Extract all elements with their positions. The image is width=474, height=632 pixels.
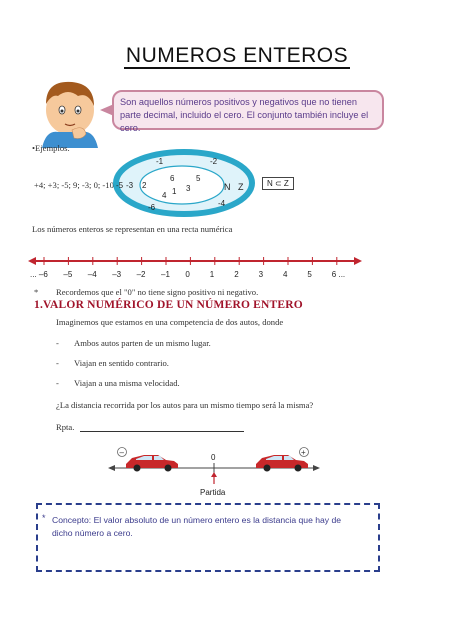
cars-diagram [108,446,322,498]
answer-line[interactable] [80,430,244,432]
ellipse-z-label: Z [238,182,244,192]
numberline-caption: Los números enteros se representan en una recta numérica [32,224,233,234]
page-title-text: NUMEROS ENTEROS [125,44,349,67]
definition-bubble: Son aquellos números positivos y negativos que no tienen parte decimal, incluido el cero. El conjunto también incluye el cero. [112,90,384,130]
bullet-3: Viajan a una misma velocidad. [74,378,180,388]
remark-marker: * [34,287,39,297]
numberline-label: 3 [258,270,264,279]
ellipse-outer-4: -4 [218,199,226,208]
numberline-label: –2 [136,270,146,279]
bullet-marker-1: - [56,338,59,348]
numberline-label: 2 [234,270,239,279]
bullet-marker-2: - [56,358,59,368]
numberline-label: –5 [63,270,73,279]
bullet-2: Viajan en sentido contrario. [74,358,169,368]
ellipse-inner-2: 2 [142,181,147,190]
numberline-label: –4 [87,270,97,279]
numberline-label: 6 ... [331,270,346,279]
ellipse-inner-4: 3 [186,184,191,193]
section-heading: 1.VALOR NUMÉRICO DE UN NÚMERO ENTERO [34,299,303,311]
ellipse-outer-3: -3 [126,181,134,190]
ellipse-outer-1: -1 [156,157,164,166]
numberline-label: 0 [185,270,190,279]
concept-text-line-2: dicho número a cero. [52,528,133,538]
examples-list: +4; +3; -5; 9; -3; 0; -10 [34,180,114,190]
ellipse-n-label: N [224,182,231,192]
numberline-label: ... –6 [30,270,48,279]
thinking-boy-illustration [32,78,104,148]
numberline-label: 5 [307,270,312,279]
numberline-label: 4 [283,270,288,279]
numberline-label: –3 [112,270,122,279]
examples-label: •Ejemplos. [32,143,70,153]
ellipse-outer-6: -6 [148,203,156,212]
start-label: Partida [200,488,226,497]
zero-label: 0 [211,453,216,462]
concept-marker: * [42,513,46,523]
numberline-label: 1 [209,270,215,279]
numberline-label: –1 [161,270,170,279]
concept-text-line-1: Concepto: El valor absoluto de un número entero es la distancia que hay de [52,515,342,525]
ellipse-inner-5: 4 [162,191,167,200]
bullet-marker-3: - [56,378,59,388]
ellipse-outer-5: -5 [116,181,124,190]
right-car [256,455,308,472]
page-title [0,44,474,68]
number-line [28,252,364,282]
ellipse-inner-1: 6 [170,174,175,183]
minus-sign: – [119,448,124,457]
bullet-1: Ambos autos parten de un mismo lugar. [74,338,211,348]
remark-text: Recordemos que el "0" no tiene signo positivo ni negativo. [56,287,259,297]
left-car [126,455,178,472]
ellipse-outer-2: -2 [210,157,218,166]
set-inclusion-box: N ⊂ Z [262,177,294,190]
section-question: ¿La distancia recorrida por los autos para un mismo tiempo será la misma? [56,400,314,410]
sets-ellipse-diagram [112,148,262,218]
section-intro: Imaginemos que estamos en una competencia de dos autos, donde [56,317,284,327]
ellipse-inner-6: 1 [172,187,177,196]
plus-sign: + [301,448,306,457]
answer-label: Rpta. [56,422,75,432]
ellipse-inner-3: 5 [196,174,201,183]
